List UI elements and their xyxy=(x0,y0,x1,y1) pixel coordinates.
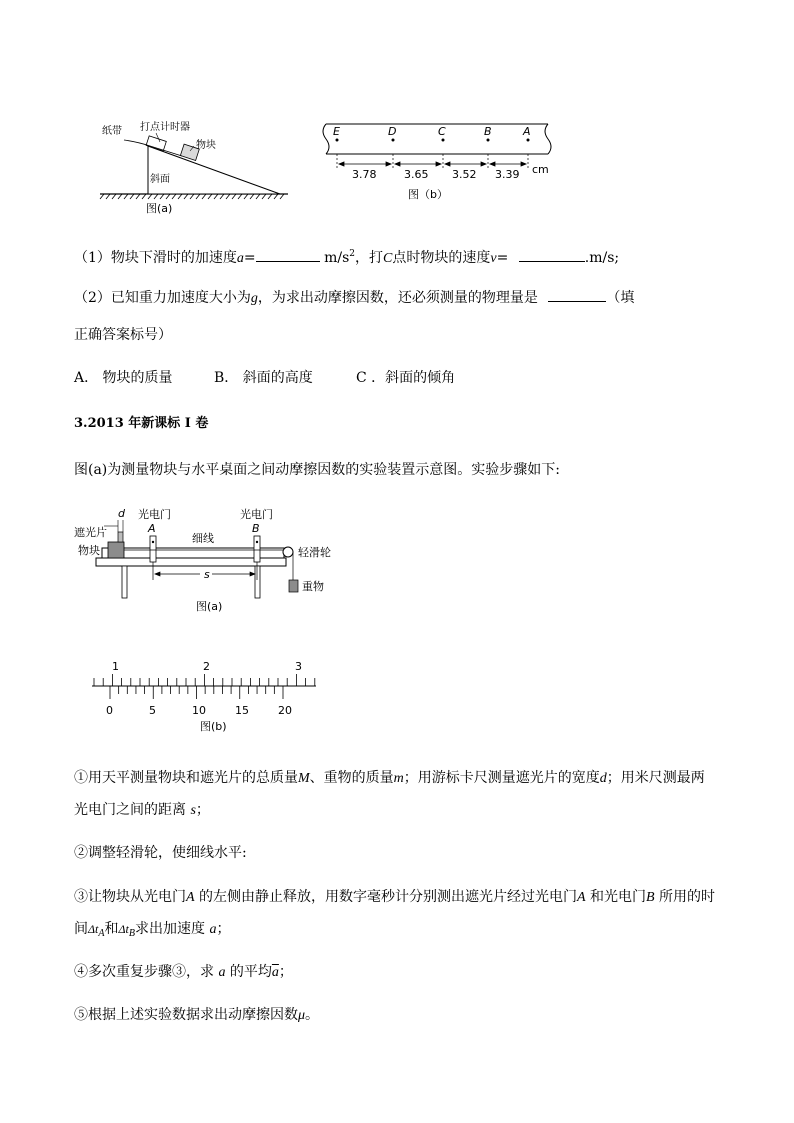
label-pulley: 轻滑轮 xyxy=(298,546,331,559)
intro-text: 图(a)为测量物块与水平桌面之间动摩擦因数的实验装置示意图。实验步骤如下: xyxy=(74,462,560,478)
fig-b2-caption: 图(b) xyxy=(200,720,227,733)
fig-b1-caption: 图（b） xyxy=(408,188,448,201)
label-shade: 遮光片 xyxy=(74,526,107,539)
step-2: ②调整轻滑轮，使细线水平: xyxy=(74,845,247,861)
fig-a2-caption: 图(a) xyxy=(196,600,223,613)
incline-figure xyxy=(98,118,298,218)
seg-DC: 3.65 xyxy=(404,168,429,181)
point-B: B xyxy=(484,125,492,138)
step-4: ④多次重复步骤③，求 a 的平均$\overline{a}$； xyxy=(74,964,293,980)
tape-points xyxy=(336,139,530,142)
point-E: E xyxy=(333,125,340,138)
paper-tape-figure xyxy=(318,118,558,182)
question-1: （1）物块下滑时的加速度$a= m/s^2$，打C点时物块的速度v= .m/s; xyxy=(74,249,620,266)
vern-label-15: 15 xyxy=(235,704,249,716)
label-block2: 物块 xyxy=(78,544,100,557)
point-A: A xyxy=(523,125,531,138)
step-3-cont: 间$\Delta t_A$和$\Delta t_B$求出加速度 a； xyxy=(74,921,231,939)
label-tape: 纸带 xyxy=(102,126,122,137)
main-label-2: 2 xyxy=(203,660,210,673)
label-gate2: 光电门 xyxy=(240,508,273,521)
answer-blank-a[interactable] xyxy=(256,247,320,262)
label-thread: 细线 xyxy=(192,532,214,545)
main-label-1: 1 xyxy=(112,660,119,673)
label-block: 物块 xyxy=(196,140,216,151)
label-d: d xyxy=(118,507,125,520)
step-3: ③让物块从光电门A 的左侧由静止释放，用数字毫秒计分别测出遮光片经过光电门A 和光电门B 所用的时 xyxy=(74,889,716,905)
step-1: ①用天平测量物块和遮光片的总质量M、重物的质量m；用游标卡尺测量遮光片的宽度d；用米尺测最两 xyxy=(74,770,705,786)
option-b: B． 斜面的高度 xyxy=(214,370,313,386)
question-2: （2）已知重力加速度大小为g，为求出动摩擦因数，还必须测量的物理量是 （填 xyxy=(74,287,634,309)
section-title: 3.2013 年新课标 I 卷 xyxy=(74,416,209,431)
fig-a1-caption: 图(a) xyxy=(146,202,173,215)
label-A: A xyxy=(148,522,156,535)
question-2-cont: 正确答案标号） xyxy=(74,327,172,343)
vern-label-0: 0 xyxy=(106,704,113,716)
seg-BA: 3.39 xyxy=(495,168,520,181)
vern-label-20: 20 xyxy=(278,704,292,716)
seg-CB: 3.52 xyxy=(452,168,477,181)
step-5: ⑤根据上述实验数据求出动摩擦因数μ。 xyxy=(74,1007,320,1023)
seg-ED: 3.78 xyxy=(352,168,377,181)
main-label-3: 3 xyxy=(295,660,302,673)
label-s: s xyxy=(204,568,210,581)
unit-cm: cm xyxy=(532,163,549,176)
vernier-figure xyxy=(86,656,326,716)
label-B: B xyxy=(252,522,260,535)
option-a: A． 物块的质量 xyxy=(74,370,173,386)
point-D: D xyxy=(388,125,397,138)
answer-blank-2[interactable] xyxy=(548,287,606,302)
point-C: C xyxy=(438,125,446,138)
label-gate1: 光电门 xyxy=(138,508,171,521)
option-c: C ．斜面的倾角 xyxy=(356,370,456,386)
label-weight: 重物 xyxy=(302,580,324,593)
label-timer: 打点计时器 xyxy=(140,122,190,133)
step-1-cont: 光电门之间的距离 s； xyxy=(74,802,210,818)
vern-label-5: 5 xyxy=(149,704,156,716)
vern-label-10: 10 xyxy=(192,704,206,716)
answer-blank-v[interactable] xyxy=(519,247,585,262)
label-slope: 斜面 xyxy=(150,174,170,185)
